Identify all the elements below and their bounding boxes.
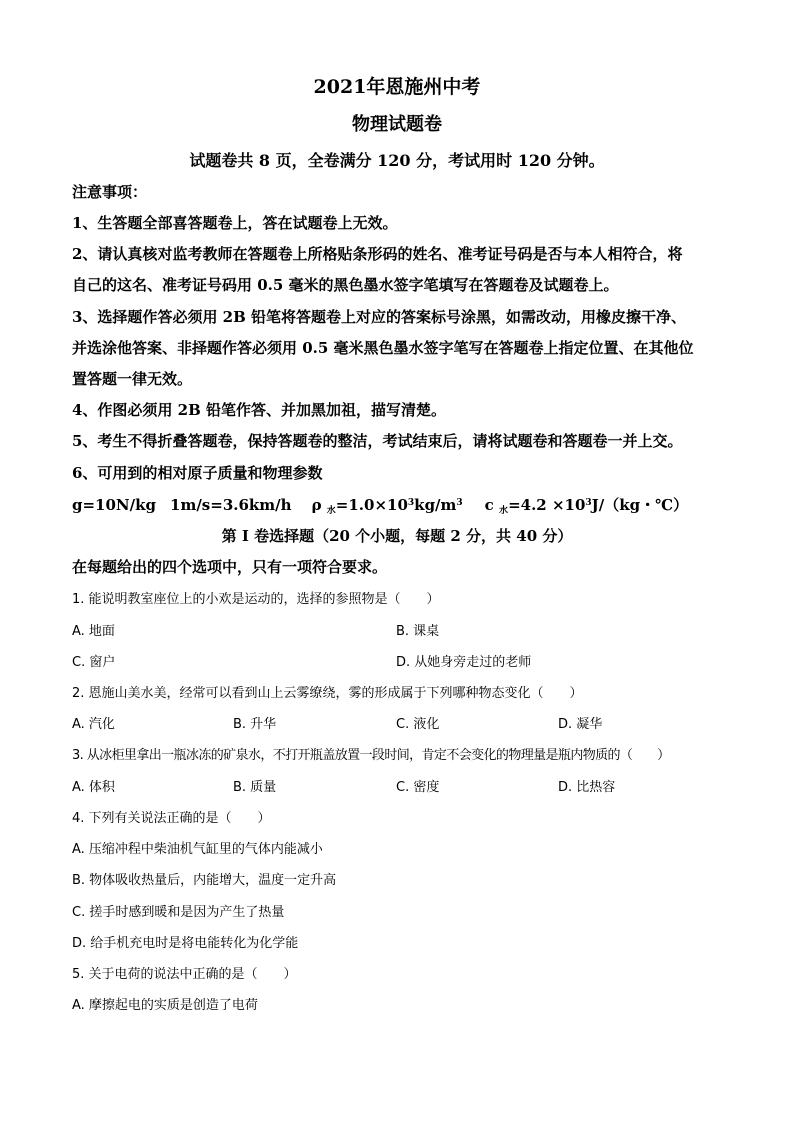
question-4-option-c: C. 搓手时感到暖和是因为产生了热量 [72,905,285,920]
section-title: 第 I 卷选择题（20 个小题，每题 2 分，共 40 分） [221,527,573,545]
note-line: 6、可用到的相对原子质量和物理参数 [72,464,323,482]
note-line: 自己的这名、准考证号码用 0.5 毫米的黑色墨水签字笔填写在答题卷及试题卷上。 [72,276,619,294]
question-3-option-b: B. 质量 [233,780,277,795]
note-line: 置答题一律无效。 [72,370,193,388]
constants-line [72,494,732,516]
note-line: 4、作图必须用 2B 铅笔作答、并加黑加祖，描写清楚。 [72,401,446,419]
question-2-option-b: B. 升华 [233,717,277,732]
exam-subtitle: 物理试题卷 [352,114,442,135]
constant-rho: ρ $_水=1.0\times 10^3kg/m^3$ [311,496,463,516]
note-line: 2、请认真核对监考教师在答题卷上所格贴条形码的姓名、准考证号码是否与本人相符合，将 [72,245,683,263]
question-4-option-b: B. 物体吸收热量后，内能增大，温度一定升高 [72,873,337,888]
notes-heading: 注意事项： [72,183,148,201]
constant-g: g=10N/kg [72,496,157,514]
question-3-option-a: A. 体积 [72,780,115,795]
section-instruction: 在每题给出的四个选项中，只有一项符合要求。 [72,558,388,576]
question-3-option-c: C. 密度 [396,780,440,795]
question-1-option-a: A. 地面 [72,624,115,639]
question-2-stem: 2. 恩施山美水美，经常可以看到山上云雾缭绕，雾的形成属于下列哪种物态变化（ ） [72,686,583,701]
exam-info: 试题卷共 8 页，全卷满分 120 分，考试用时 120 分钟。 [189,151,605,170]
note-line: 5、考生不得折叠答题卷，保持答题卷的整洁，考试结束后，请将试题卷和答题卷一并上交。 [72,432,683,450]
question-5-option-a: A. 摩擦起电的实质是创造了电荷 [72,998,258,1013]
note-line: 1、生答题全部喜答题卷上，答在试题卷上无效。 [72,214,398,232]
question-1-stem: 1. 能说明教室座位上的小欢是运动的，选择的参照物是（ ） [72,592,440,607]
question-4-stem: 4. 下列有关说法正确的是（ ） [72,811,271,826]
question-1-option-d: D. 从她身旁走过的老师 [396,655,532,670]
question-1-option-b: B. 课桌 [396,624,440,639]
question-3-option-d: D. 比热容 [558,780,616,795]
question-2-option-d: D. 凝华 [558,717,603,732]
question-2-option-a: A. 汽化 [72,717,115,732]
question-1-option-c: C. 窗户 [72,655,116,670]
question-4-option-d: D. 给手机充电时是将电能转化为化学能 [72,936,299,951]
constant-c: c $_水=4.2 \times 10^3J/(kg$・℃） [484,496,689,516]
question-2-option-c: C. 液化 [396,717,440,732]
note-line: 并选涂他答案、非择题作答必须用 0.5 毫米黑色墨水签字笔写在答题卷上指定位置、在其他位 [72,339,694,357]
exam-title: 2021年恩施州中考 [313,76,481,98]
question-4-option-a: A. 压缩冲程中柴油机气缸里的气体内能减小 [72,842,323,857]
question-5-stem: 5. 关于电荷的说法中正确的是（ ） [72,967,297,982]
constant-speed: 1m/s=3.6km/h [170,496,292,514]
question-3-stem: 3. 从冰柜里拿出一瓶冰冻的矿泉水，不打开瓶盖放置一段时间，肯定不会变化的物理量是瓶内物质的（ ） [72,748,670,763]
note-line: 3、选择题作答必须用 2B 铅笔将答题卷上对应的答案标号涂黑，如需改动，用橡皮擦干净、 [72,308,687,326]
